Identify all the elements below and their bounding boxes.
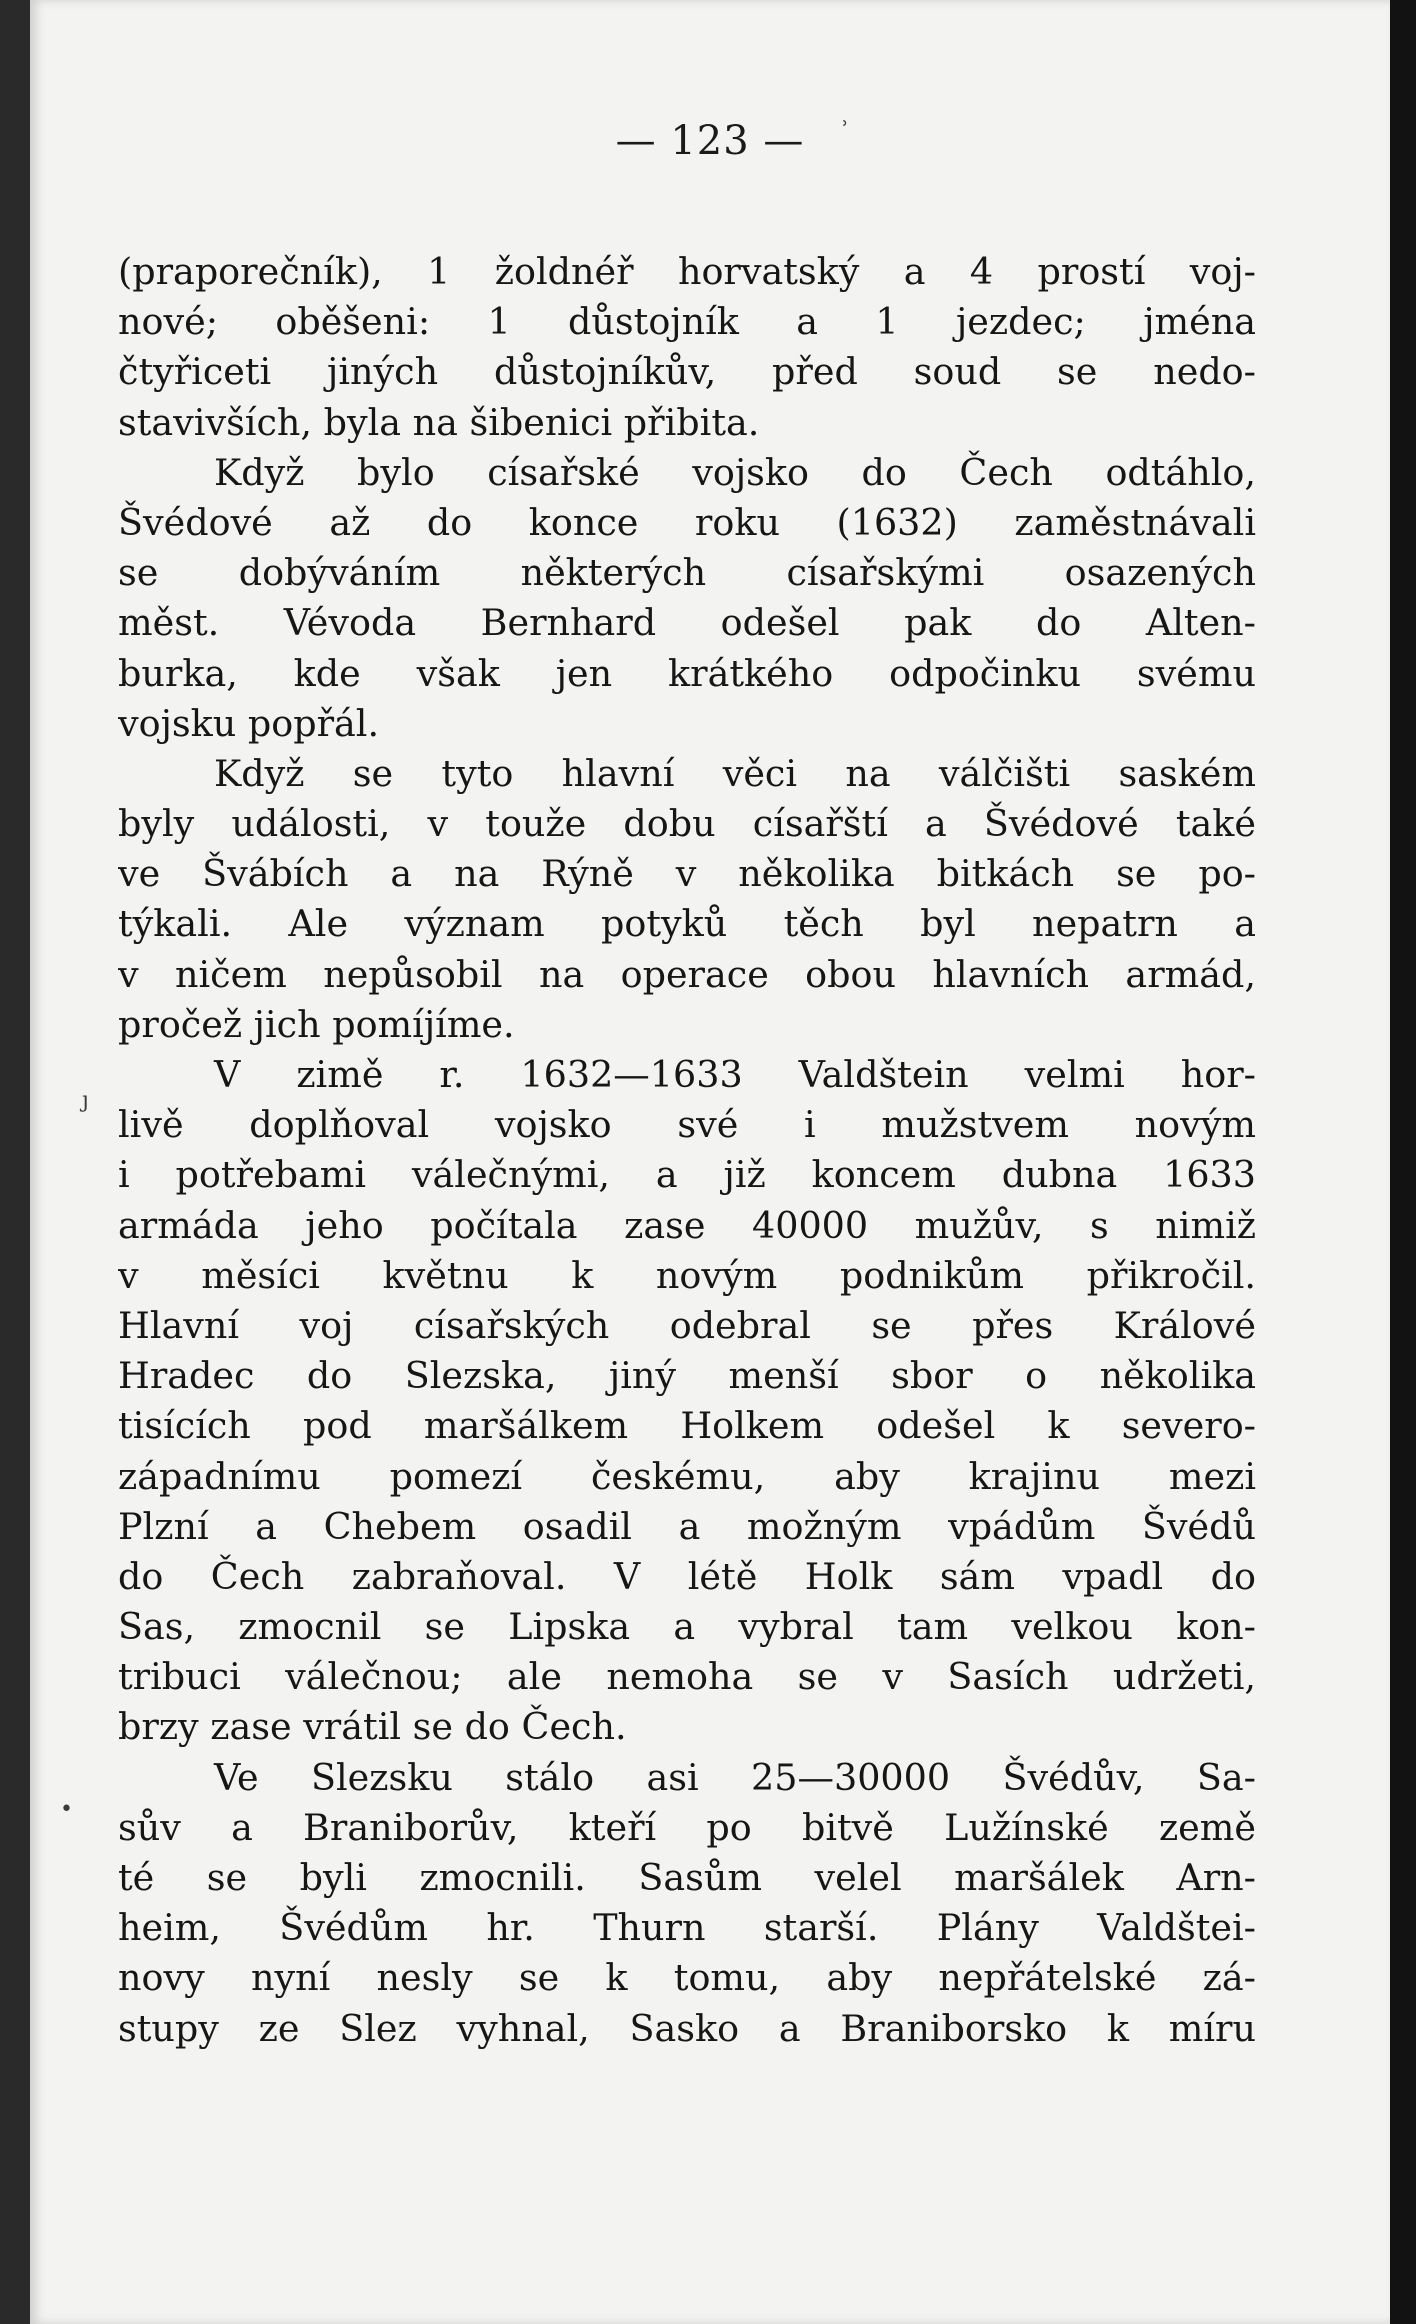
text-line: západnímu pomezí českému, aby krajinu mezi xyxy=(118,1454,1256,1498)
text-line: Plzní a Chebem osadil a možným vpádům Švédů xyxy=(118,1504,1256,1548)
text-line: Když bylo císařské vojsko do Čech odtáhlo, xyxy=(214,450,1256,494)
text-line: tisících pod maršálkem Holkem odešel k severo- xyxy=(118,1404,1256,1448)
page-number: — 123 — xyxy=(615,118,805,164)
body-text xyxy=(118,247,1256,2054)
text-line: i potřebami válečnými, a již koncem dubna 1633 xyxy=(118,1153,1256,1197)
text-line: burka, kde však jen krátkého odpočinku svému xyxy=(118,651,1256,695)
text-line: té se byli zmocnili. Sasům velel maršálek Arn- xyxy=(118,1856,1256,1899)
text-line: v měsíci květnu k novým podnikům přikročil. xyxy=(118,1253,1256,1297)
text-line: Sas, zmocnil se Lipska a vybral tam velkou kon- xyxy=(118,1605,1256,1649)
text-line: byly události, v touže dobu císařští a Švédové také xyxy=(118,802,1256,846)
text-line: měst. Vévoda Bernhard odešel pak do Alten- xyxy=(118,601,1256,645)
margin-mark-left: ȷ xyxy=(82,1088,89,1113)
text-line: livě doplňoval vojsko své i mužstvem novým xyxy=(118,1103,1256,1147)
text-line: se dobýváním některých císařskými osazených xyxy=(118,551,1256,595)
text-line: týkali. Ale význam potyků těch byl nepatrn a xyxy=(118,902,1256,946)
text-line: nové; oběšeni: 1 důstojník a 1 jezdec; jména xyxy=(118,300,1256,344)
text-line: V zimě r. 1632—1633 Valdštein velmi hor- xyxy=(214,1053,1256,1096)
margin-mark-dot: • xyxy=(60,1797,73,1822)
scan-right-edge xyxy=(1390,0,1416,2324)
text-line: Hlavní voj císařských odebral se přes Králové xyxy=(118,1303,1256,1347)
book-page xyxy=(30,0,1390,2324)
text-line: pročež jich pomíjíme. xyxy=(118,1002,515,1046)
text-line: Když se tyto hlavní věci na válčišti saském xyxy=(214,751,1256,795)
text-line: Ve Slezsku stálo asi 25—30000 Švédův, Sa- xyxy=(214,1755,1256,1799)
text-line: v ničem nepůsobil na operace obou hlavních armád, xyxy=(118,952,1256,996)
text-line: vojsku popřál. xyxy=(118,701,380,745)
text-line: (praporečník), 1 žoldnéř horvatský a 4 prostí voj- xyxy=(118,250,1256,293)
scan-left-edge xyxy=(0,0,30,2324)
text-line: Hradec do Slezska, jiný menší sbor o několika xyxy=(118,1354,1256,1398)
margin-mark-top: ʾ xyxy=(842,118,849,143)
text-line: Švédové až do konce roku (1632) zaměstnávali xyxy=(118,500,1256,544)
text-line: do Čech zabraňoval. V létě Holk sám vpadl do xyxy=(118,1554,1256,1598)
text-line: stupy ze Slez vyhnal, Sasko a Braniborsko k míru xyxy=(118,2006,1256,2050)
text-line: stavivších, byla na šibenici přibita. xyxy=(118,400,760,444)
text-line: čtyřiceti jiných důstojníkův, před soud se nedo- xyxy=(118,350,1256,394)
text-line: heim, Švédům hr. Thurn starší. Plány Valdštei- xyxy=(118,1906,1256,1950)
text-line: tribuci válečnou; ale nemoha se v Sasích udržeti, xyxy=(118,1655,1256,1699)
text-line: novy nyní nesly se k tomu, aby nepřátelské zá- xyxy=(118,1956,1256,2000)
text-line: armáda jeho počítala zase 40000 mužův, s nimiž xyxy=(118,1203,1256,1247)
text-line: ve Švábích a na Rýně v několika bitkách se po- xyxy=(118,852,1256,896)
text-line: sův a Braniborův, kteří po bitvě Lužínské země xyxy=(118,1805,1256,1849)
text-line: brzy zase vrátil se do Čech. xyxy=(118,1705,627,1749)
